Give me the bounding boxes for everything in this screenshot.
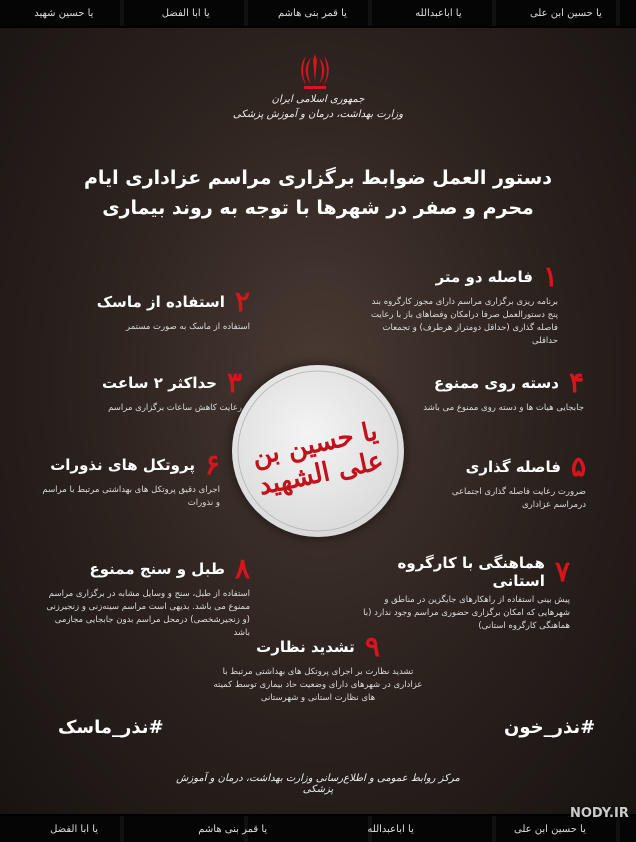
item-8 bbox=[46, 554, 250, 640]
item-2 bbox=[90, 287, 250, 334]
hashtag-blood: #نذر_خون bbox=[504, 717, 596, 738]
banner-text: یا قمر بنی هاشم bbox=[278, 7, 347, 19]
item-label: فاصله گذاری bbox=[465, 458, 561, 476]
item-description: تشدید نظارت بر اجرای پروتکل های بهداشتی مرتبط با عزاداری در شهرهای دارای وضعیت حاد بیماری توسط کمیته های نظارت استانی و شهرستانی bbox=[213, 667, 423, 703]
banner-text: یا حسین ابن علی bbox=[514, 823, 586, 835]
title-line1: دستور العمل ضوابط برگزاری مراسم عزاداری ایام bbox=[83, 167, 553, 189]
item-description: رعایت کاهش ساعات برگزاری مراسم bbox=[108, 403, 242, 413]
item-label: دسته روی ممنوع bbox=[434, 374, 559, 392]
ministry-logo-text bbox=[218, 92, 418, 122]
center-emblem bbox=[232, 365, 404, 537]
item-9 bbox=[210, 632, 426, 705]
hashtag-mask: #نذر_ماسک bbox=[58, 717, 164, 738]
item-description: جابجایی هیات ها و دسته روی ممنوع می باشد bbox=[423, 403, 584, 413]
center-calligraphy: یا حسین بن علی الشهید bbox=[249, 416, 387, 502]
site-watermark: NODY.IR bbox=[570, 806, 629, 821]
ministry-line1: جمهوری اسلامی ایران bbox=[271, 94, 365, 105]
item-number: ۱ bbox=[542, 260, 558, 293]
item-number: ۹ bbox=[364, 630, 380, 663]
banner-text: یا قمر بنی هاشم bbox=[198, 823, 268, 835]
item-label: استفاده از ماسک bbox=[96, 293, 225, 311]
item-number: ۵ bbox=[570, 450, 586, 483]
item-number: ۶ bbox=[204, 448, 220, 481]
item-label: فاصله دو متر bbox=[435, 268, 533, 286]
item-label: تشدید نظارت bbox=[256, 638, 355, 656]
item-number: ۲ bbox=[234, 285, 250, 318]
item-description: برنامه ریزی برگزاری مراسم دارای مجوز کارگروه بند پنج دستورالعمل صرفا درامکان وفضاهای باز با رعایت فاصله گذاری (حداقل دومتراز هرطرف) و تجمعات حداقلی bbox=[371, 297, 558, 346]
banner-text: یا ابا الفضل bbox=[50, 823, 99, 835]
item-1 bbox=[362, 262, 558, 348]
item-description: استفاده از طبل، سنج و وسایل مشابه در برگزاری مراسم ممنوع می باشد. بدیهی است مراسم سینه‌زنی و زنجیرزنی (و زنجیرشخصی) درمحل مراسم بدون جابجایی مجازمی باشد bbox=[46, 589, 250, 638]
iran-emblem-icon bbox=[298, 52, 332, 92]
banner-text: یا اباعبدالله bbox=[367, 823, 414, 835]
item-7 bbox=[362, 554, 570, 633]
item-label: پروتکل های نذورات bbox=[50, 456, 195, 474]
banner-text: یا حسین شهید bbox=[34, 7, 94, 19]
banner-text: یا حسین ابن علی bbox=[529, 7, 602, 19]
ministry-line2: وزارت بهداشت، درمان و آموزش پزشکی bbox=[232, 109, 404, 120]
bottom-banner bbox=[0, 814, 636, 842]
title-line2: محرم و صفر در شهرها با توجه به روند بیماری bbox=[102, 197, 534, 219]
item-description: پیش بینی استفاده از راهکارهای جایگزین در مناطق و شهرهایی که امکان برگزاری حضوری مراسم وجود ندارد (با هماهنگی کارگروه استانی) bbox=[363, 595, 570, 631]
item-label: طبل و سنج ممنوع bbox=[89, 560, 225, 578]
top-banner bbox=[0, 0, 636, 28]
item-number: ۴ bbox=[568, 366, 584, 399]
banner-text: یا اباعبدالله bbox=[415, 7, 462, 19]
item-label: هماهنگی با کارگروه استانی bbox=[397, 554, 545, 590]
banner-text: یا ابا الفضل bbox=[161, 7, 210, 19]
item-4 bbox=[398, 368, 584, 415]
item-label: حداکثر ۲ ساعت bbox=[102, 374, 217, 392]
item-number: ۷ bbox=[554, 555, 570, 588]
page-title bbox=[40, 163, 596, 223]
item-description: ضرورت رعایت فاصله گذاری اجتماعی درمراسم عزاداری bbox=[451, 487, 586, 510]
item-6 bbox=[40, 450, 220, 510]
item-description: اجرای دقیق پروتکل های بهداشتی مرتبط با مراسم و نذورات bbox=[42, 485, 220, 508]
item-number: ۸ bbox=[234, 552, 250, 585]
item-3 bbox=[82, 368, 242, 415]
item-description: استفاده از ماسک به صورت مستمر bbox=[126, 322, 250, 332]
item-5 bbox=[436, 452, 586, 512]
item-number: ۳ bbox=[226, 366, 242, 399]
footer-text: مرکز روابط عمومی و اطلاع‌رسانی وزارت بهداشت، درمان و آموزش پزشکی bbox=[176, 773, 460, 795]
